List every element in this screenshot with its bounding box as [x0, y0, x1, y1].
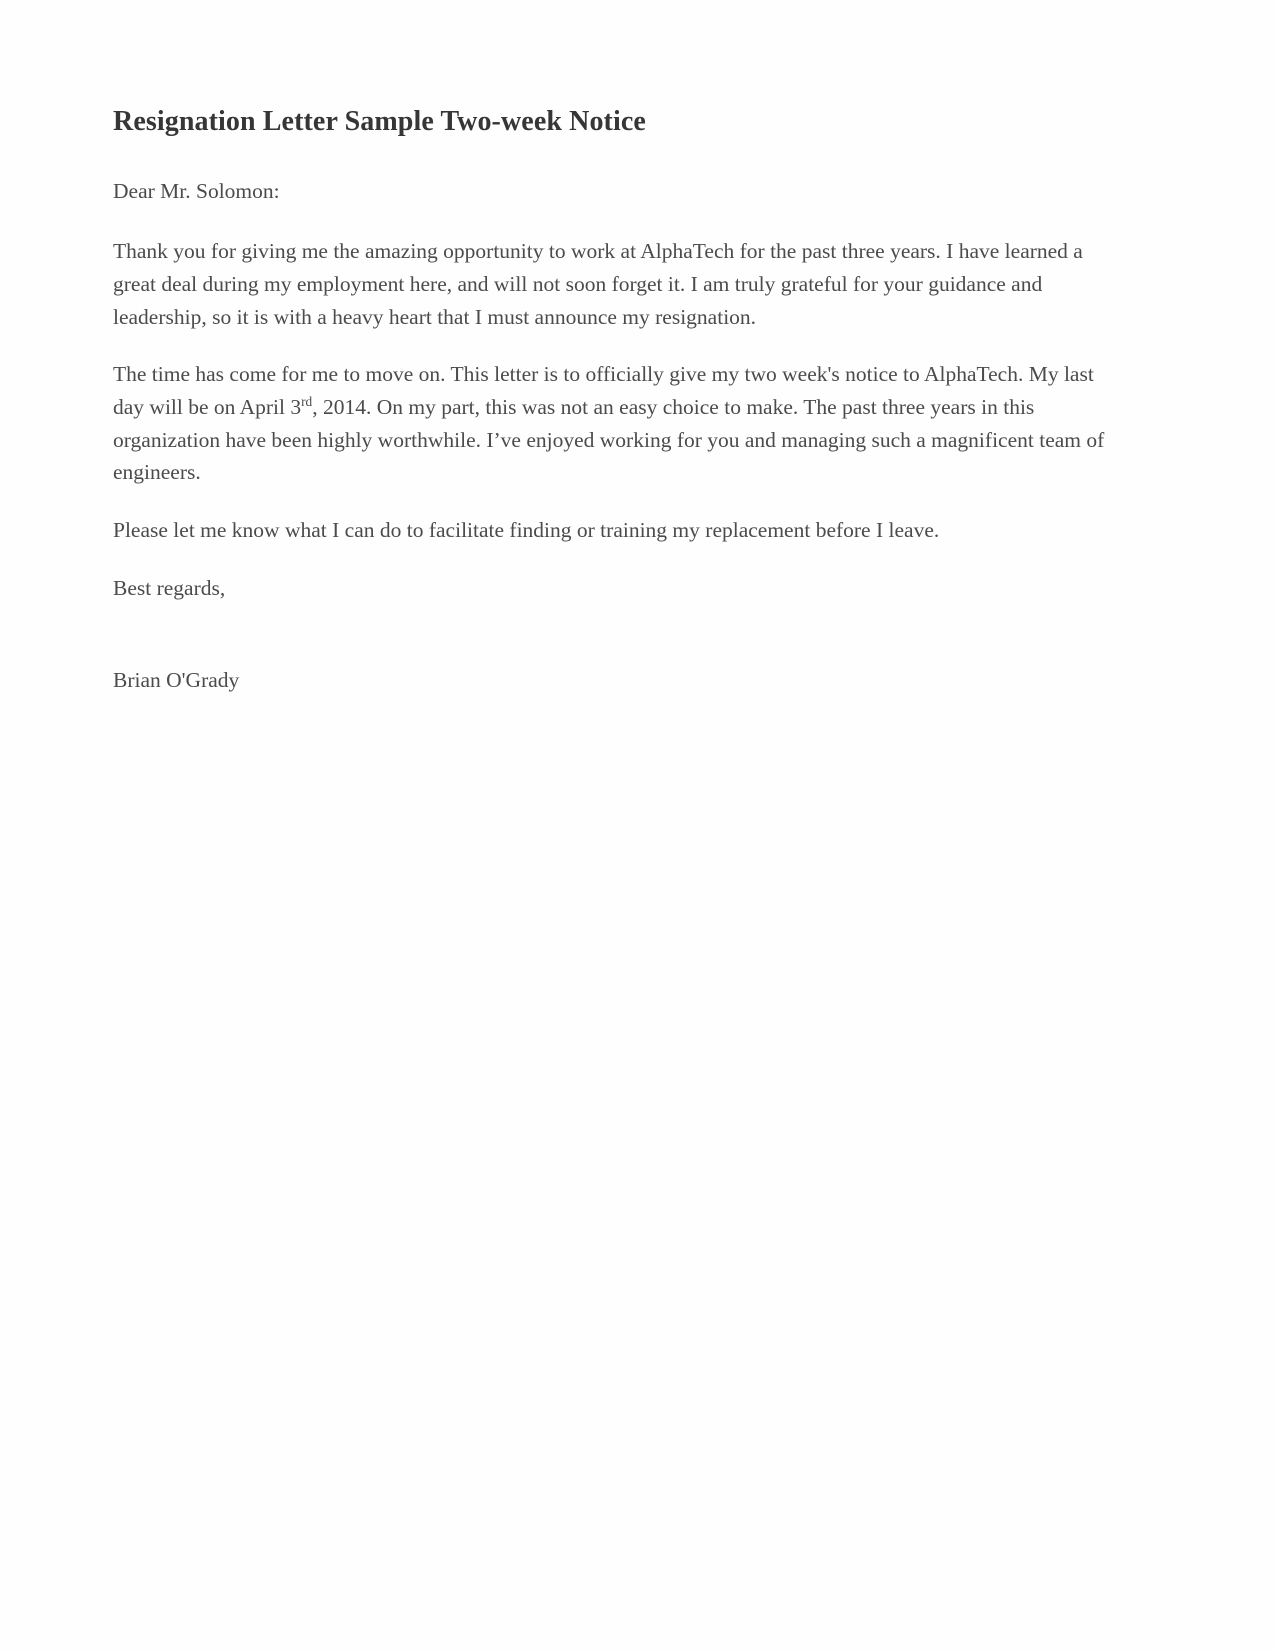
closing-line: Best regards, [113, 575, 226, 600]
notice-text-after-date: , 2014. On my part, this was not an easy choice to make. The past three years in this organization have been highly worthwhile. I’ve enjoyed working for you and managing such a magnificent team of engineers. [113, 394, 1105, 485]
salutation-line: Dear Mr. Solomon: [113, 179, 280, 203]
page-title: Resignation Letter Sample Two-week Notice [113, 106, 646, 137]
paragraph-notice [113, 358, 1108, 489]
signature-name: Brian O'Grady [113, 667, 240, 692]
date-ordinal-suffix: rd [301, 393, 313, 409]
letter-body [113, 104, 1108, 696]
paragraph-gratitude: Thank you for giving me the amazing opportunity to work at AlphaTech for the past three years. I have learned a great deal during my employment here, and will not soon forget it. I am truly grateful for your guidance and leadership, so it is with a heavy heart that I must announce my resignation. [113, 239, 1083, 329]
paragraph-transition-offer: Please let me know what I can do to facilitate finding or training my replacement before I leave. [113, 517, 940, 542]
notice-text-before-date: The time has come for me to move on. This letter is to officially give my two week's notice to AlphaTech. My last day will be on April 3 [113, 362, 1094, 419]
